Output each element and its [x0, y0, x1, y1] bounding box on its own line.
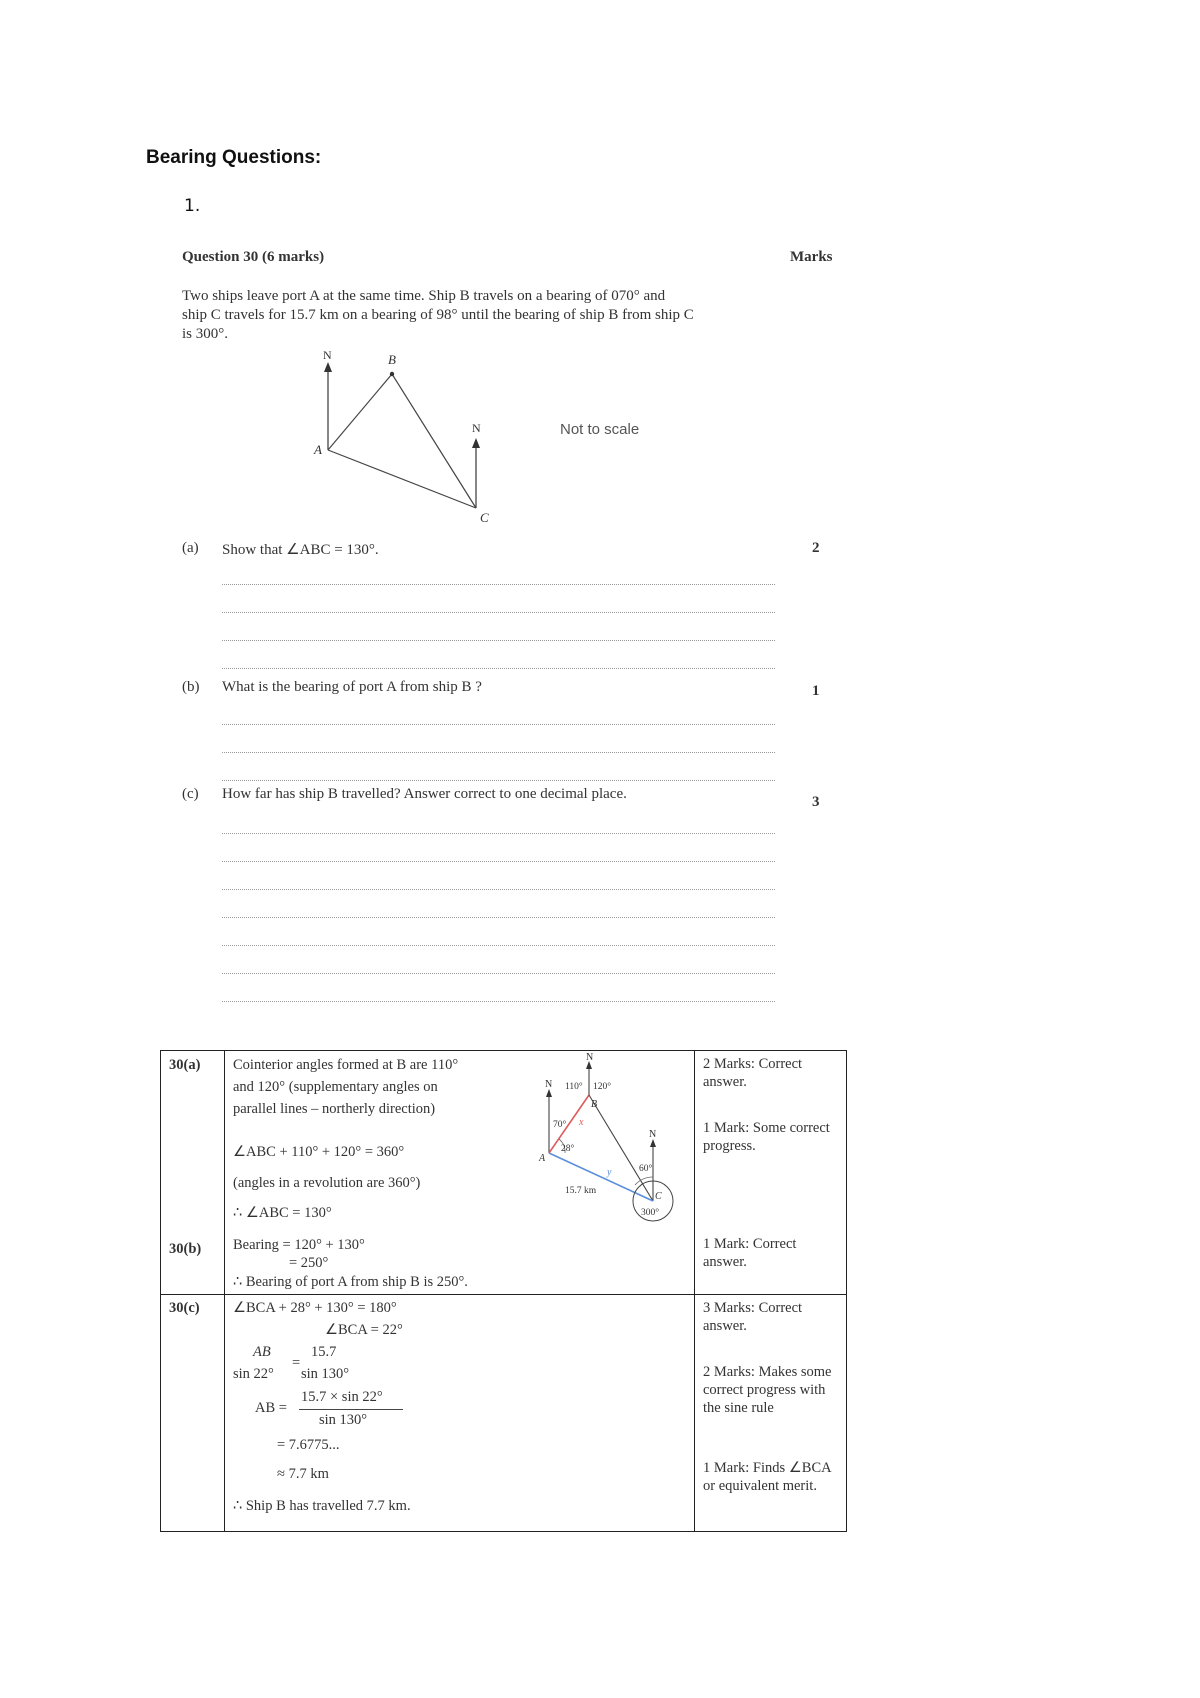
line-ac [328, 450, 476, 508]
solution-row-c [161, 1295, 847, 1532]
marks-header: Marks [790, 249, 833, 265]
intro-line: is 300°. [182, 326, 229, 342]
part-c-marks: 3 [812, 794, 820, 810]
working-line: Bearing = 120° + 130° [233, 1237, 365, 1253]
working-line: ∠BCA + 28° + 130° = 180° [233, 1300, 397, 1316]
answer-line [222, 612, 775, 613]
working-line: ∠ABC + 110° + 120° = 360° [233, 1144, 405, 1160]
answer-line [222, 780, 775, 781]
row-label-cell [161, 1051, 225, 1295]
point-a-label: A [314, 442, 322, 457]
sol-angle-60: 60° [639, 1164, 653, 1174]
row-c-label: 30(c) [169, 1300, 200, 1316]
working-line: and 120° (supplementary angles on [233, 1079, 438, 1095]
sol-north-arrow-a-icon [546, 1089, 552, 1097]
part-a-text: Show that ∠ABC = 130°. [222, 542, 379, 558]
solution-row-ab [161, 1051, 847, 1295]
intro-line: Two ships leave port A at the same time. Ship B travels on a bearing of 070° and [182, 288, 666, 304]
north-label-a: N [323, 350, 332, 362]
row-a-label: 30(a) [169, 1057, 201, 1073]
answer-line [222, 640, 775, 641]
question-title: Question 30 (6 marks) [182, 249, 325, 265]
equals-sign: = [292, 1355, 301, 1371]
north-arrow-a-icon [324, 362, 332, 372]
part-c-text: How far has ship B travelled? Answer correct to one decimal place. [222, 786, 627, 802]
answer-line [222, 973, 775, 974]
part-c-label: (c) [182, 786, 199, 802]
answer-line [222, 917, 775, 918]
sol-angle-70: 70° [553, 1120, 567, 1130]
point-c-label: C [480, 510, 489, 525]
answer-line [222, 584, 775, 585]
sol-point-a: A [539, 1153, 546, 1164]
working-line: ≈ 7.7 km [277, 1466, 329, 1482]
fraction-denominator: sin 130° [319, 1412, 368, 1428]
fraction-bar [299, 1409, 403, 1410]
working-line: = 7.6775... [277, 1437, 340, 1453]
row-ab-working-cell [225, 1051, 695, 1295]
point-b-dot [390, 372, 394, 376]
point-b-label: B [388, 352, 396, 367]
bearing-diagram [300, 350, 520, 530]
line-ab [328, 374, 392, 450]
answer-line [222, 724, 775, 725]
line-bc [392, 374, 476, 508]
fraction-lhs: AB = [255, 1400, 287, 1416]
sol-distance: 15.7 km [565, 1186, 597, 1196]
working-line: = 250° [289, 1255, 329, 1271]
not-to-scale-note: Not to scale [560, 421, 640, 438]
sol-north-arrow-c-icon [650, 1139, 656, 1147]
sol-point-c: C [655, 1191, 662, 1202]
working-line: ∴ Bearing of port A from ship B is 250°. [233, 1274, 468, 1290]
answer-line [222, 945, 775, 946]
question-number: 1. [184, 196, 201, 216]
answer-line [222, 833, 775, 834]
sol-angle-110: 110° [565, 1082, 583, 1092]
fraction-numerator: AB [253, 1344, 271, 1360]
sol-angle-120: 120° [593, 1082, 612, 1092]
page-heading: Bearing Questions: [146, 147, 322, 168]
criteria-text: 2 Marks: Correct answer. [703, 1056, 803, 1090]
working-line: ∴ Ship B has travelled 7.7 km. [233, 1498, 411, 1514]
criteria-text: 1 Mark: Correct answer. [703, 1236, 797, 1270]
answer-line [222, 1001, 775, 1002]
fraction-numerator: 15.7 × sin 22° [301, 1389, 383, 1405]
working-line: parallel lines – northerly direction) [233, 1101, 436, 1117]
row-b-label: 30(b) [169, 1241, 202, 1257]
sol-label-x: x [579, 1117, 584, 1128]
answer-line [222, 668, 775, 669]
sol-north-label-b: N [586, 1053, 594, 1063]
part-b-text: What is the bearing of port A from ship B ? [222, 679, 482, 695]
sol-north-label-a: N [545, 1079, 553, 1090]
fraction-denominator: sin 22° [233, 1366, 274, 1382]
north-label-c: N [472, 421, 481, 435]
north-arrow-c-icon [472, 438, 480, 448]
sol-point-b: B [591, 1099, 598, 1110]
answer-line [222, 861, 775, 862]
criteria-text: 2 Marks: Makes some correct progress with the sine rule [703, 1364, 832, 1416]
intro-line: ship C travels for 15.7 km on a bearing of 98° until the bearing of ship B from ship C [182, 307, 694, 323]
solution-table [160, 1050, 847, 1532]
part-a-marks: 2 [812, 540, 820, 556]
question-intro [182, 287, 772, 344]
solution-diagram [535, 1053, 685, 1223]
criteria-text: 1 Mark: Some correct progress. [703, 1120, 830, 1154]
answer-line [222, 752, 775, 753]
sol-angle-300: 300° [641, 1208, 660, 1218]
criteria-text: 3 Marks: Correct answer. [703, 1300, 803, 1334]
row-ab-criteria-cell [695, 1051, 847, 1295]
row-c-working-cell [225, 1295, 695, 1532]
answer-line [222, 889, 775, 890]
sol-north-label-c: N [649, 1129, 657, 1140]
criteria-text: 1 Mark: Finds ∠BCA or equivalent merit. [703, 1460, 831, 1494]
working-line: ∴ ∠ABC = 130° [233, 1205, 332, 1221]
row-label-cell [161, 1295, 225, 1532]
sol-label-y: y [607, 1167, 612, 1178]
working-line: ∠BCA = 22° [325, 1322, 403, 1338]
part-b-marks: 1 [812, 683, 820, 699]
row-c-criteria-cell [695, 1295, 847, 1532]
working-line: Cointerior angles formed at B are 110° [233, 1057, 459, 1073]
fraction-denominator: sin 130° [301, 1366, 350, 1382]
sol-line-bc [589, 1095, 653, 1201]
working-line: (angles in a revolution are 360°) [233, 1175, 421, 1191]
sol-angle-28: 28° [561, 1144, 575, 1154]
part-a-label: (a) [182, 540, 199, 556]
part-b-label: (b) [182, 679, 200, 695]
fraction-numerator: 15.7 [311, 1344, 337, 1360]
